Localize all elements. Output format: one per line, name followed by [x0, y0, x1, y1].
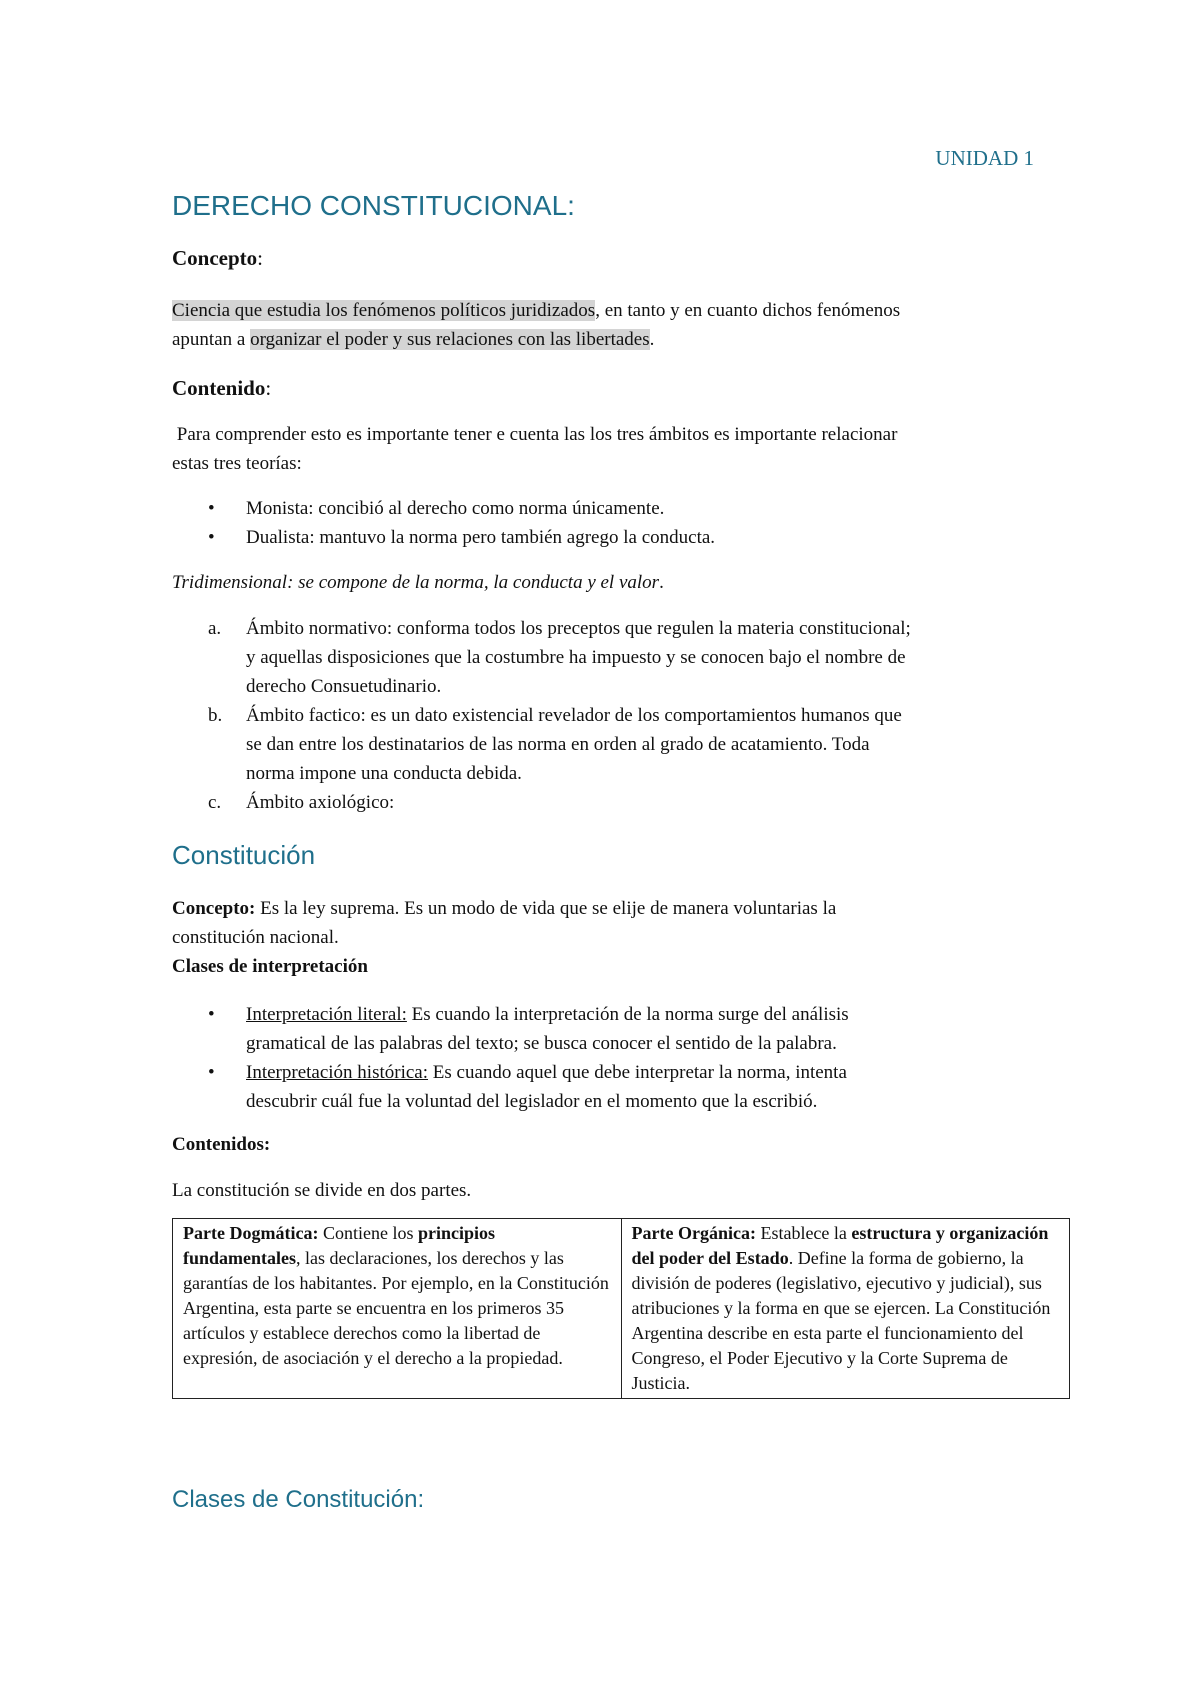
list-item [172, 1058, 1052, 1116]
contenido-heading-text: Contenido [172, 376, 266, 400]
concepto-text-2: apuntan a [172, 329, 251, 350]
teoria-dualista: Dualista: mantuvo la norma pero también agrego la conducta. [246, 527, 716, 548]
parte-organica-text-1: Establece la [755, 1223, 852, 1243]
contenido-heading [172, 374, 271, 403]
clases-constitucion-heading: Clases de Constitución: [172, 1486, 425, 1513]
ambito-line: y aquellas disposiciones que la costumbre ha impuesto y se conocen bajo el nombre de [246, 647, 906, 668]
bullet-icon: • [208, 498, 215, 519]
constitucion-heading: Constitución [172, 840, 316, 870]
highlight-organizar: organizar el poder y sus relaciones con las libertades [250, 329, 650, 350]
ambito-line: norma impone una conducta debida. [246, 763, 522, 784]
ambito-line: derecho Consuetudinario. [246, 676, 442, 697]
list-marker: a. [208, 618, 222, 639]
concepto-text-1: , en tanto y en cuanto dichos fenómenos [595, 300, 901, 321]
partes-table [172, 1218, 1070, 1399]
bullet-icon: • [208, 527, 215, 548]
ambito-line: Ámbito axiológico: [246, 792, 395, 813]
concepto-heading [172, 244, 263, 273]
contenido-line-2: estas tres teorías: [172, 453, 302, 474]
list-item [172, 494, 1052, 523]
parte-organica-text-2: . Define la forma de gobierno, la división de poderes (legislativo, ejecutivo y judicial), sus atribuciones y la forma en que se ejercen. La Constitución Argentina describe en esta parte el funcionamiento del Congreso, el Poder Ejecutivo y la Corte Suprema de Justicia. [631, 1248, 1051, 1393]
parte-dogmatica-label: Parte Dogmática: [183, 1223, 319, 1243]
bullet-icon: • [208, 1062, 215, 1083]
parte-dogmatica-text-2: , las declaraciones, los derechos y las garantías de los habitantes. Por ejemplo, en la Constitución Argentina, esta parte se encuentra en los primeros 35 artículos y establece derechos como la libertad de expresión, de asociación y el derecho a la propiedad. [183, 1248, 609, 1368]
parte-organica-label: Parte Orgánica: [631, 1223, 756, 1243]
constitucion-concepto-text-1: Es la ley suprema. Es un modo de vida que se elije de manera voluntarias la [255, 898, 837, 919]
parte-dogmatica-cell [173, 1219, 622, 1399]
contenidos-heading: Contenidos: [172, 1134, 271, 1155]
interpretacion-label: Interpretación histórica: [246, 1062, 429, 1083]
concepto-text-3: . [649, 329, 655, 350]
concepto-heading-colon: : [257, 246, 264, 270]
list-marker: b. [208, 705, 223, 726]
clases-interpretacion-heading: Clases de interpretación [172, 956, 368, 977]
parte-dogmatica-text-1: Contiene los [318, 1223, 418, 1243]
constitucion-concepto [172, 894, 1052, 952]
list-marker: c. [208, 792, 222, 813]
concepto-paragraph [172, 296, 1052, 354]
tridimensional-text: Tridimensional: se compone de la norma, la conducta y el valor [172, 572, 660, 593]
interpretaciones-list [172, 1000, 1052, 1116]
list-item [172, 788, 1052, 817]
constitucion-concepto-label: Concepto: [172, 898, 256, 919]
interpretacion-label: Interpretación literal: [246, 1004, 407, 1025]
list-item [172, 523, 1052, 552]
bullet-icon: • [208, 1004, 215, 1025]
tridimensional-end: . [659, 572, 664, 593]
tridimensional-paragraph [172, 568, 1052, 597]
constitucion-concepto-text-2: constitución nacional. [172, 927, 339, 948]
list-item [172, 1000, 1052, 1058]
contenido-line-1: Para comprender esto es importante tener e cuenta las los tres ámbitos es importante relacionar [172, 424, 898, 445]
list-item [172, 701, 1052, 788]
parte-organica-bold: estructura y organización del poder del Estado [631, 1223, 1049, 1268]
interpretacion-line-2: descubrir cuál fue la voluntad del legislador en el momento que la escribió. [246, 1091, 818, 1112]
contenido-heading-colon: : [265, 376, 272, 400]
parte-organica-cell [621, 1219, 1070, 1399]
contenido-paragraph [172, 420, 1052, 478]
document-title: DERECHO CONSTITUCIONAL: [172, 190, 575, 221]
interpretacion-line-2: gramatical de las palabras del texto; se busca conocer el sentido de la palabra. [246, 1033, 837, 1054]
teorias-list [172, 494, 1052, 552]
interpretacion-line-1: Es cuando la interpretación de la norma surge del análisis [406, 1004, 849, 1025]
interpretacion-line-1: Es cuando aquel que debe interpretar la norma, intenta [428, 1062, 847, 1083]
ambito-line: Ámbito normativo: conforma todos los preceptos que regulen la materia constitucional; [246, 618, 911, 639]
ambito-line: se dan entre los destinatarios de las norma en orden al grado de acatamiento. Toda [246, 734, 870, 755]
contenidos-text: La constitución se divide en dos partes. [172, 1180, 472, 1201]
parte-dogmatica-bold: principios fundamentales [183, 1223, 495, 1268]
ambitos-list [172, 614, 1052, 817]
highlight-ciencia: Ciencia que estudia los fenómenos políticos juridizados [172, 300, 596, 321]
ambito-line: Ámbito factico: es un dato existencial revelador de los comportamientos humanos que [246, 705, 902, 726]
teoria-monista: Monista: concibió al derecho como norma únicamente. [246, 498, 665, 519]
list-item [172, 614, 1052, 701]
table-row [173, 1219, 1070, 1399]
concepto-heading-text: Concepto [172, 246, 258, 270]
unit-label: UNIDAD 1 [935, 146, 1034, 170]
